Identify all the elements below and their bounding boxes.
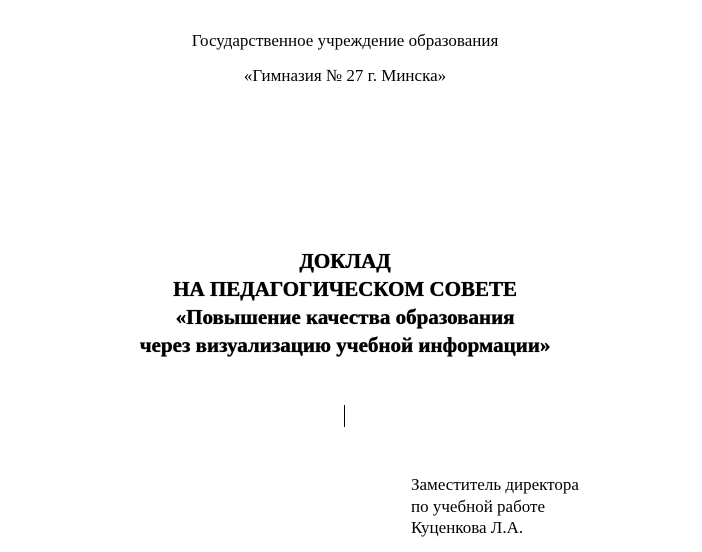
title-line-3: «Повышение качества образования — [175, 305, 515, 329]
title-line-2: НА ПЕДАГОГИЧЕСКОМ СОВЕТЕ — [173, 277, 517, 301]
school-name-line: «Гимназия № 27 г. Минска» — [243, 66, 447, 85]
signature-name: Куценкова Л.А. — [411, 518, 524, 537]
text-cursor — [344, 405, 345, 427]
signature-block — [411, 474, 579, 539]
signature-position-line-2: по учебной работе — [411, 496, 545, 516]
title-line-4: через визуализацию учебной информации» — [139, 333, 551, 357]
report-title — [0, 247, 690, 359]
institution-line: Государственное учреждение образования — [191, 31, 499, 50]
title-line-1: ДОКЛАД — [299, 249, 391, 273]
signature-position-line-1: Заместитель директора — [411, 475, 579, 494]
